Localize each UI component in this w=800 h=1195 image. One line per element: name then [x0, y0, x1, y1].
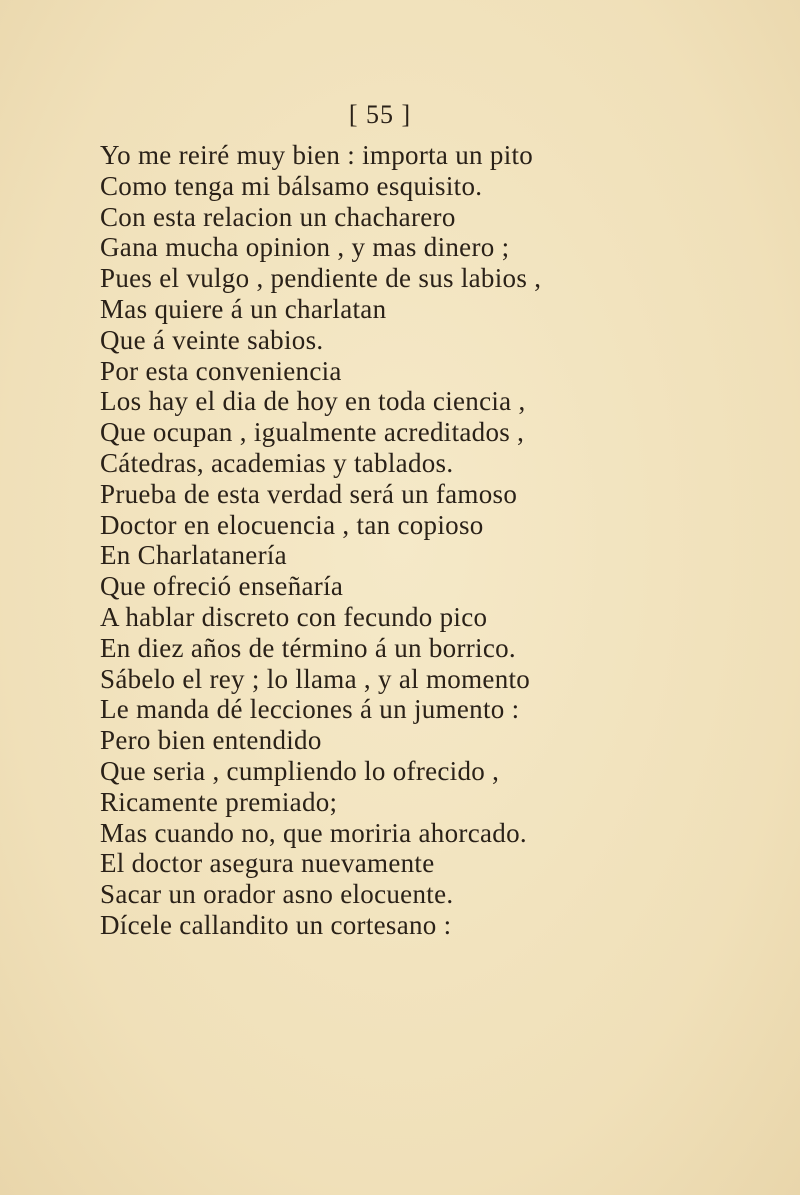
verse-line: Sacar un orador asno elocuente. — [100, 879, 454, 910]
verse-line: Ricamente premiado; — [100, 786, 338, 817]
verse-line: Por esta conveniencia — [100, 355, 342, 386]
verse-line: Que ocupan , igualmente acreditados , — [100, 417, 525, 448]
verse-line: En Charlatanería — [100, 540, 287, 571]
verse-line: Los hay el dia de hoy en toda ciencia , — [100, 386, 526, 417]
verse-line: Como tenga mi bálsamo esquisito. — [100, 170, 483, 201]
verse-line: Con esta relacion un chacharero — [100, 201, 456, 232]
verse-line: A hablar discreto con fecundo pico — [100, 601, 488, 632]
verse-line: Que á veinte sabios. — [100, 324, 324, 355]
page-number — [0, 100, 800, 130]
verse-line: Que seria , cumpliendo lo ofrecido , — [100, 755, 500, 786]
verse-line: Pero bien entendido — [100, 725, 322, 756]
verse-line: Mas quiere á un charlatan — [100, 293, 387, 324]
verse-line: Que ofreció enseñaría — [100, 571, 344, 602]
verse-line: Dícele callandito un cortesano : — [100, 909, 452, 940]
verse-text — [100, 140, 541, 941]
verse-line: El doctor asegura nuevamente — [100, 848, 435, 879]
verse-line: Yo me reiré muy bien : importa un pito — [100, 140, 534, 170]
verse-line: Prueba de esta verdad será un famoso — [100, 478, 518, 509]
verse-line: Pues el vulgo , pendiente de sus labios , — [100, 263, 542, 294]
verse-line: Le manda dé lecciones á un jumento : — [100, 694, 520, 725]
verse-line: Sábelo el rey ; lo llama , y al momento — [100, 663, 531, 694]
verse-line: Gana mucha opinion , y mas dinero ; — [100, 232, 510, 263]
page-number-text: [ 55 ] — [348, 100, 412, 129]
verse-line: Doctor en elocuencia , tan copioso — [100, 509, 484, 540]
verse-line: Cátedras, academias y tablados. — [100, 447, 454, 478]
verse-line: Mas cuando no, que moriria ahorcado. — [100, 817, 527, 848]
verse-line: En diez años de término á un borrico. — [100, 632, 516, 663]
